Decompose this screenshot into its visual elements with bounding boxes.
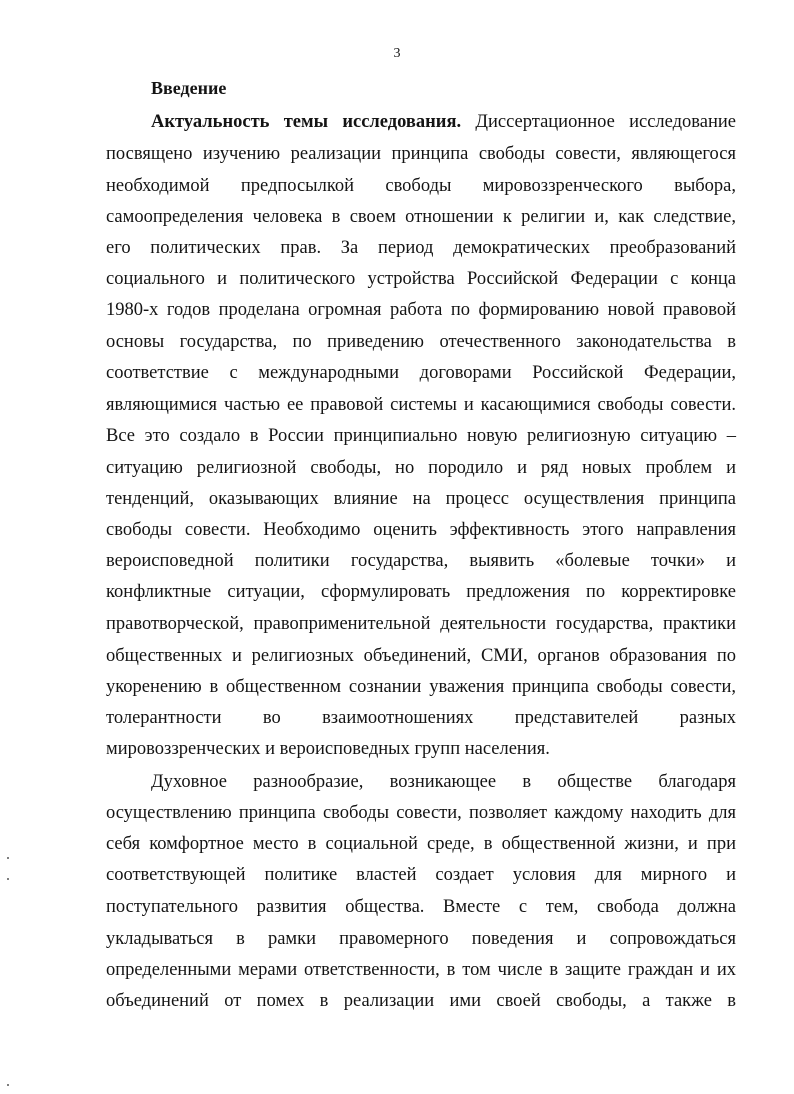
paragraph-2-line: соответствующей политике властей создает условия для мирного и (106, 865, 736, 885)
paragraph-2-line: объединений от помех в реализации ими своей свободы, а также в (106, 991, 736, 1011)
paragraph-2-line: осуществлению принципа свободы совести, позволяет каждому находить для (106, 803, 736, 823)
paragraph-1-line-1 (151, 111, 736, 133)
paragraph-1-line: правотворческой, правоприменительной деятельности государства, практики (106, 614, 736, 634)
paragraph-1-line: вероисповедной политики государства, выявить «болевые точки» и (106, 551, 736, 571)
paragraph-1-line: конфликтные ситуации, сформулировать предложения по корректировке (106, 582, 736, 602)
paragraph-1-line: 1980-х годов проделана огромная работа по формированию новой правовой (106, 300, 736, 320)
page-number: 3 (393, 46, 401, 61)
paragraph-1-line: укоренению в общественном сознании уважения принципа свободы совести, (106, 677, 736, 697)
paragraph-2-line: укладываться в рамки правомерного поведения и сопровождаться (106, 929, 736, 949)
paragraph-1-line: свободы совести. Необходимо оценить эффективность этого направления (106, 520, 736, 540)
paragraph-1-line: общественных и религиозных объединений, СМИ, органов образования по (106, 646, 736, 666)
scan-mark (7, 1084, 9, 1086)
paragraph-1-lead: Актуальность темы исследования. (151, 112, 462, 132)
paragraph-1-line: тенденций, оказывающих влияние на процесс осуществления принципа (106, 489, 736, 509)
paragraph-1-line: ситуацию религиозной свободы, но породило и ряд новых проблем и (106, 458, 736, 478)
paragraph-1-line: самоопределения человека в своем отношении к религии и, как следствие, (106, 207, 736, 227)
paragraph-1-line-1-rest: Диссертационное исследование (461, 112, 736, 132)
scan-mark (7, 857, 9, 859)
paragraph-1-line: необходимой предпосылкой свободы мировоззренческого выбора, (106, 176, 736, 196)
section-heading: Введение (151, 78, 227, 98)
paragraph-1-line: толерантности во взаимоотношениях представителей разных (106, 708, 736, 728)
scan-mark (7, 878, 9, 880)
paragraph-2-line-1: Духовное разнообразие, возникающее в обществе благодаря (151, 772, 736, 792)
paragraph-1-line: мировоззренческих и вероисповедных групп населения. (106, 739, 550, 759)
paragraph-1-line: социального и политического устройства Российской Федерации с конца (106, 269, 736, 289)
paragraph-1-line: посвящено изучению реализации принципа свободы совести, являющегося (106, 144, 736, 164)
paragraph-2-line: себя комфортное место в социальной среде, в общественной жизни, и при (106, 834, 736, 854)
paragraph-2-line: поступательного развития общества. Вместе с тем, свобода должна (106, 897, 736, 917)
paragraph-1-line: соответствие с международными договорами Российской Федерации, (106, 363, 736, 383)
paragraph-2-line: определенными мерами ответственности, в том числе в защите граждан и их (106, 960, 736, 980)
paragraph-1-line: являющимися частью ее правовой системы и касающимися свободы совести. (106, 395, 736, 415)
paragraph-1-line: Все это создало в России принципиально новую религиозную ситуацию – (106, 426, 736, 446)
paragraph-1-line: его политических прав. За период демократических преобразований (106, 238, 736, 258)
paragraph-1-line: основы государства, по приведению отечественного законодательства в (106, 332, 736, 352)
